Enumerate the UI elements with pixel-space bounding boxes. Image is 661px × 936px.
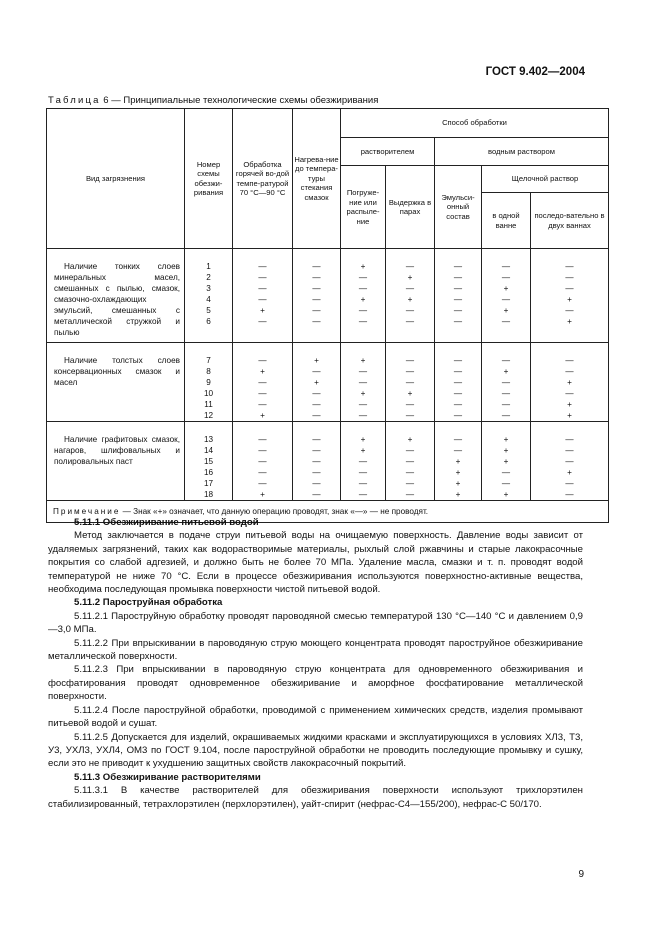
contamination-description: Наличие толстых слоев консервационных смазок и масел: [47, 343, 185, 422]
heating-cell: + — + — — —: [293, 343, 341, 422]
section-heading-5-11-1: 5.11.1 Обезжиривание питьевой водой: [74, 517, 259, 528]
two-baths-cell: — — — + — —: [531, 422, 609, 501]
col-header-water-group: водным раствором: [435, 138, 609, 166]
document-header: ГОСТ 9.402—2004: [485, 66, 585, 78]
contamination-description: Наличие графитовых смазок, нагаров, шлифовальных и полировальных паст: [47, 422, 185, 501]
one-bath-cell: — — + — + —: [482, 249, 531, 343]
note-text: — Знак «+» означает, что данную операцию проводят, знак «—» — не проводят.: [122, 507, 429, 516]
contamination-description: Наличие тонких слоев минеральных масел, смешанных с пылью, смазок, смазочно-охлаждающих эмульсий, смешанных с металлической стружкой и пылью: [47, 249, 185, 343]
table-row: [47, 343, 609, 422]
immersion-cell: + + — — — —: [341, 422, 386, 501]
hot-water-cell: — — — — + —: [233, 249, 293, 343]
scheme-number-cell: 7 8 9 10 11 12: [185, 343, 233, 422]
hot-water-cell: — — — — — +: [233, 422, 293, 501]
col-header-one-bath: в одной ванне: [482, 193, 531, 249]
document-body: [48, 516, 583, 811]
emulsion-cell: — — — — — —: [435, 343, 482, 422]
section-heading-5-11-3: 5.11.3 Обезжиривание растворителями: [74, 771, 261, 783]
paragraph-5-11-3-1: 5.11.3.1 В качестве растворителей для обезжиривания поверхности используют трихлорэтилен стабилизированный, тетрахлорэтилен (перхлорэтилен), уайт-спирит (нефрас-С4—155/200), нефрас-С 50/170.: [48, 785, 583, 810]
col-header-emulsion: Эмульси-онный состав: [435, 166, 482, 249]
section-heading-5-11-2: 5.11.2 Пароструйная обработка: [74, 597, 223, 609]
col-header-scheme: Номер схемы обезжи-ривания: [185, 109, 233, 249]
col-header-two-baths: последо-вательно в двух ваннах: [531, 193, 609, 249]
col-header-contamination: Вид загрязнения: [47, 109, 185, 249]
two-baths-cell: — — — + — +: [531, 249, 609, 343]
scheme-number-cell: 13 14 15 16 17 18: [185, 422, 233, 501]
emulsion-cell: — — + + + +: [435, 422, 482, 501]
col-header-alkaline-group: Щелочной раствор: [482, 166, 609, 193]
table-caption-prefix: Таблица: [48, 95, 101, 106]
emulsion-cell: — — — — — —: [435, 249, 482, 343]
table-caption: [48, 95, 378, 106]
paragraph-5-11-2-4: 5.11.2.4 После пароструйной обработки, проводимой с применением химических средств, изделия промывают питьевой водой и сушат.: [48, 704, 583, 730]
note-label: Примечание: [53, 507, 121, 516]
paragraph-5-11-2-3: 5.11.2.3 При впрыскивании в пароводяную струю концентрата для одновременного обезжиривания и фосфатирования проводят одновременное обезжиривание и аморфное фосфатирование металлической поверхности.: [48, 664, 583, 703]
table-caption-title: — Принципиальные технологические схемы обезжиривания: [111, 95, 379, 106]
vapor-cell: — + — + — —: [386, 249, 435, 343]
col-header-solvent-group: растворителем: [341, 138, 435, 166]
scheme-number-cell: 1 2 3 4 5 6: [185, 249, 233, 343]
one-bath-cell: — + — — — —: [482, 343, 531, 422]
heating-cell: — — — — — —: [293, 249, 341, 343]
col-header-hot-water: Обработка горячей во-дой темпе-ратурой 70 °С—90 °С: [233, 109, 293, 249]
degreasing-schemes-table: [46, 108, 609, 523]
heating-cell: — — — — — —: [293, 422, 341, 501]
col-header-method-group: Способ обработки: [341, 109, 609, 138]
paragraph-5-11-2-2: 5.11.2.2 При впрыскивании в пароводяную струю моющего концентрата проводят пароструйное обезжиривание металлической поверхности.: [48, 637, 583, 663]
table-row: [47, 249, 609, 343]
immersion-cell: + — — + — —: [341, 343, 386, 422]
paragraph-5-11-1: Метод заключается в подаче струи питьевой воды на очищаемую поверхность. Давление воды зависит от удаляемых загрязнений, таких как водорастворимые материалы, рыхлый слой ржавчины и старые лакокрасочные покрытия со слабой адгезией, и должно быть не более 70 МПа. Удаление масла, смазки и т. п. проводят водой температурой не ниже 70 °С. Если в процессе обезжиривания используются поверхностно-активные вещества, необходима последующая промывка поверхности чистой питьевой водой.: [48, 530, 583, 596]
col-header-vapor: Выдержка в парах: [386, 166, 435, 249]
two-baths-cell: — — + — + +: [531, 343, 609, 422]
col-header-immersion: Погруже-ние или распыле-ние: [341, 166, 386, 249]
immersion-cell: + — — + — —: [341, 249, 386, 343]
paragraph-5-11-2-5: 5.11.2.5 Допускается для изделий, окрашиваемых жидкими красками и эксплуатирующихся в условиях ХЛ3, Т3, У3, УХЛ3, УХЛ4, ОМ3 по ГОСТ 9.104, после пароструйной обработки не проводить последующие промывку и сушку, если это не приводит к ухудшению защитных свойств лакокрасочный покрытий.: [48, 731, 583, 770]
table-row: [47, 422, 609, 501]
vapor-cell: + — — — — —: [386, 422, 435, 501]
vapor-cell: — — — + — —: [386, 343, 435, 422]
paragraph-5-11-2-1: 5.11.2.1 Пароструйную обработку проводят пароводяной смесью температурой 130 °С—140 °С и давлением 0,9—3,0 МПа.: [48, 610, 583, 636]
col-header-heating: Нагрева-ние до темпера-туры стекания смазок: [293, 109, 341, 249]
hot-water-cell: — + — — — +: [233, 343, 293, 422]
one-bath-cell: + + + — — +: [482, 422, 531, 501]
page-number: 9: [578, 869, 584, 880]
table-caption-number: 6: [103, 95, 109, 106]
